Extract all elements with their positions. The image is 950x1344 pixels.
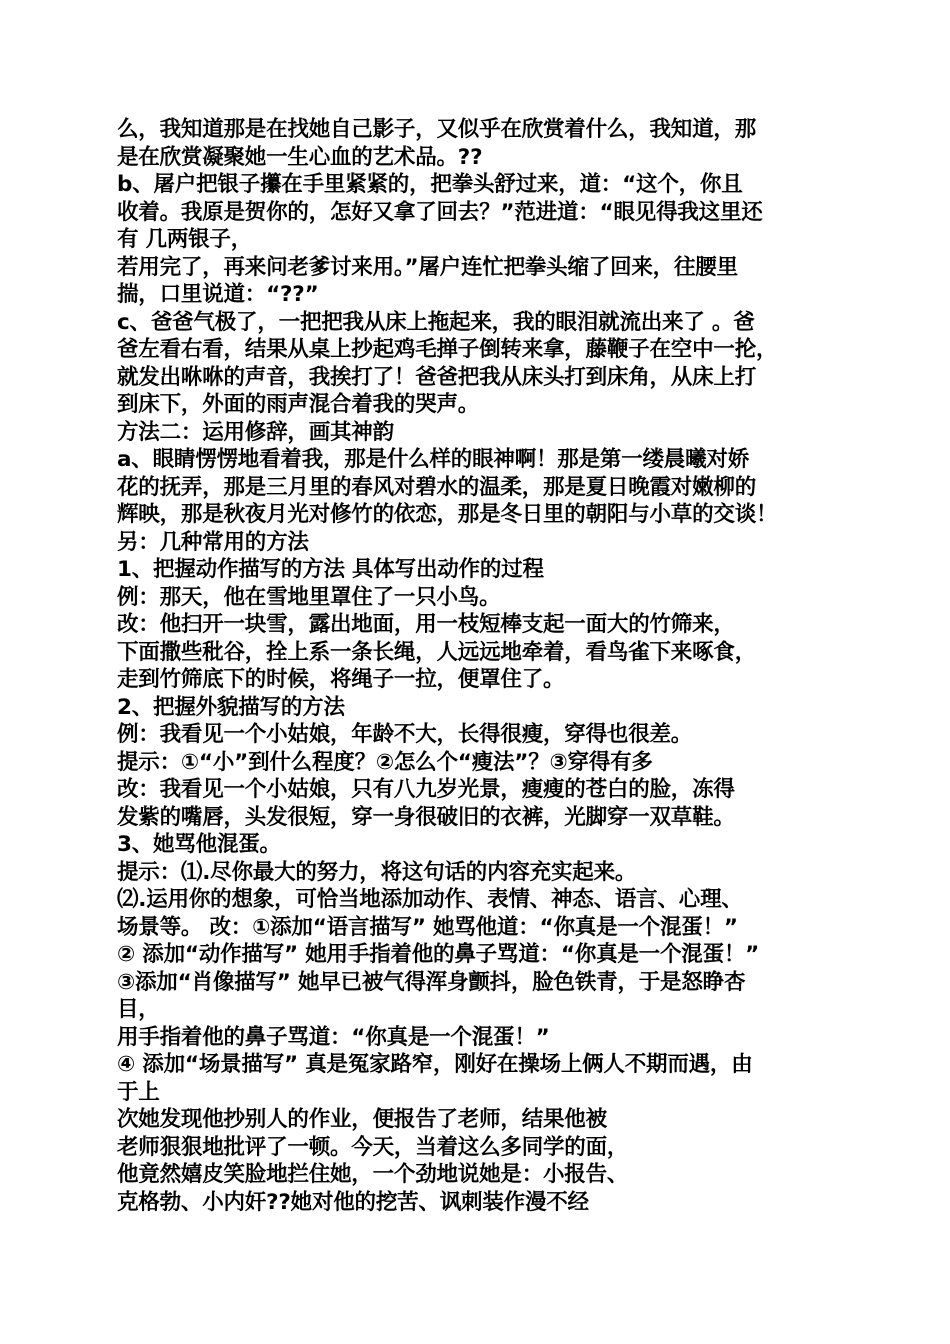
text-line: 克格勃、小内奸??她对他的挖苦、讽刺装作漫不经 xyxy=(117,1189,589,1215)
text-line: 若用完了，再来问老爹讨来用。”屠户连忙把拳头缩了回来，往腰里 xyxy=(117,254,738,280)
text-line: 辉映，那是秋夜月光对修竹的依恋，那是冬日里的朝阳与小草的交谈！ xyxy=(117,502,778,527)
text-line: 提示：①“小”到什么程度？②怎么个“瘦法”？③穿得有多 xyxy=(117,749,653,775)
text-line: 用手指着他的鼻子骂道：“你真是一个混蛋！” xyxy=(117,1024,550,1050)
text-line: 么，我知道那是在找她自己影子，又似乎在欣赏着什么，我知道，那 xyxy=(117,117,757,142)
text-line: 发紫的嘴唇，头发很短，穿一身很破旧的衣裤，光脚穿一双草鞋。 xyxy=(117,804,735,830)
text-line: ⑵.运用你的想象，可恰当地添加动作、表情、神态、语言、心理、 xyxy=(117,887,743,912)
text-line: a、眼睛愣愣地看着我，那是什么样的眼神啊！那是第一缕晨曦对娇 xyxy=(117,447,750,472)
text-line: c、爸爸气极了，一把把我从床上拖起来，我的眼泪就流出来了 。爸 xyxy=(117,309,755,335)
text-line: 于上 xyxy=(117,1079,160,1105)
body-text xyxy=(117,116,847,1216)
section-heading: 另：几种常用的方法 xyxy=(117,529,309,555)
text-line: 例：我看见一个小姑娘，年龄不大，长得很瘦，穿得也很差。 xyxy=(117,722,693,747)
text-line: 改：我看见一个小姑娘，只有八九岁光景，瘦瘦的苍白的脸，冻得 xyxy=(117,777,735,802)
text-line: 2、把握外貌描写的方法 xyxy=(117,694,345,720)
text-line: 爸左看右看，结果从桌上抄起鸡毛掸子倒转来拿，藤鞭子在空中一抡， xyxy=(117,337,778,362)
text-line: 是在欣赏凝聚她一生心血的艺术品。?? xyxy=(117,144,483,170)
text-line: 提示：⑴.尽你最大的努力，将这句话的内容充实起来。 xyxy=(117,859,637,885)
text-line: ③添加“肖像描写” 她早已被气得浑身颤抖，脸色铁青，于是怒睁杏 xyxy=(117,969,746,995)
section-heading: 方法二：运用修辞，画其神韵 xyxy=(117,419,394,445)
text-line: 改：他扫开一块雪，露出地面，用一枝短棒支起一面大的竹筛来， xyxy=(117,612,735,637)
text-line: 就发出咻咻的声音，我挨打了！爸爸把我从床头打到床角，从床上打 xyxy=(117,364,757,390)
text-line: ④ 添加“场景描写” 真是冤家路窄，刚好在操场上俩人不期而遇，由 xyxy=(117,1052,753,1077)
text-line: 有 几两银子， xyxy=(117,227,253,252)
text-line: 到床下，外面的雨声混合着我的哭声。 xyxy=(117,392,480,417)
text-line: b、屠户把银子攥在手里紧紧的，把拳头舒过来，道：“这个，你且 xyxy=(117,172,743,197)
text-line: 3、她骂他混蛋。 xyxy=(117,832,281,857)
text-line: 老师狠狠地批评了一顿。今天，当着这么多同学的面， xyxy=(117,1134,629,1160)
text-line: 1、把握动作描写的方法 具体写出动作的过程 xyxy=(117,557,544,582)
text-line: 他竟然嬉皮笑脸地拦住她，一个劲地说她是：小报告、 xyxy=(117,1162,629,1187)
text-line: 例：那天，他在雪地里罩住了一只小鸟。 xyxy=(117,584,501,610)
text-line: 下面撒些秕谷，拴上系一条长绳，人远远地牵着，看鸟雀下来啄食， xyxy=(117,639,757,665)
text-line: 目， xyxy=(117,997,160,1022)
text-line: 走到竹筛底下的时候，将绳子一拉，便罩住了。 xyxy=(117,667,565,692)
text-line: ② 添加“动作描写” 她用手指着他的鼻子骂道：“你真是一个混蛋！” xyxy=(117,942,760,967)
text-line: 场景等。 改：①添加“语言描写” 她骂他道：“你真是一个混蛋！” xyxy=(117,914,738,940)
text-line: 揣，口里说道：“??” xyxy=(117,282,319,307)
text-line: 收着。我原是贺你的，怎好又拿了回去？”范进道：“眼见得我这里还 xyxy=(117,199,763,225)
text-line: 次她发现他抄别人的作业，便报告了老师，结果他被 xyxy=(117,1107,607,1132)
text-line: 花的抚弄，那是三月里的春风对碧水的温柔，那是夏日晚霞对嫩柳的 xyxy=(117,474,757,500)
